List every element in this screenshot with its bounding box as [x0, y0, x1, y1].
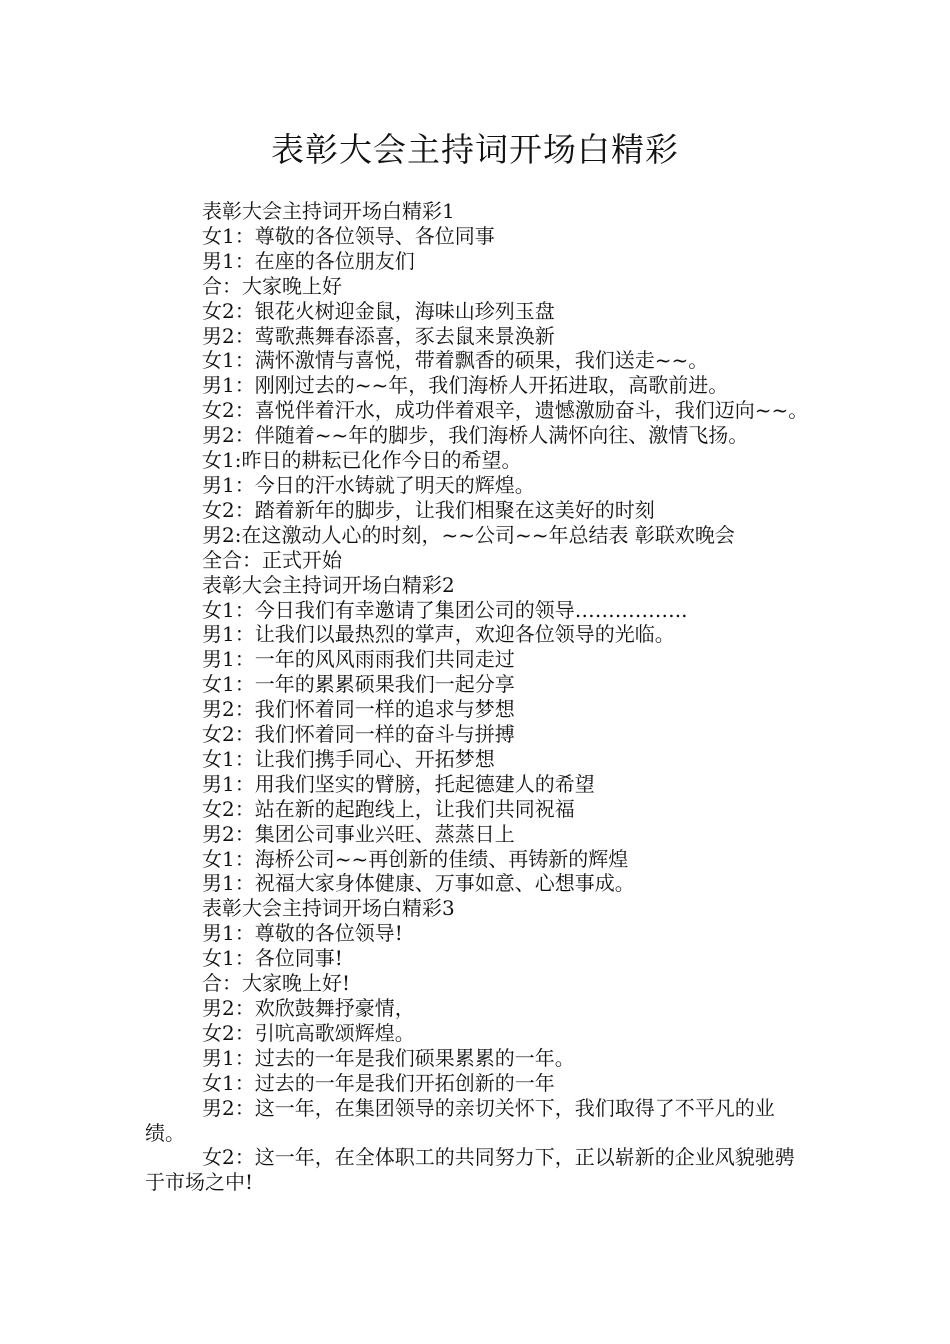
paragraph: 男2：我们怀着同一样的追求与梦想 [202, 697, 515, 722]
document-body [145, 199, 810, 1195]
paragraph: 男2：莺歌燕舞春添喜，豕去鼠来景涣新 [202, 323, 555, 348]
paragraph: 女1:昨日的耕耘已化作今日的希望。 [202, 448, 522, 473]
paragraph: 女1：尊敬的各位领导、各位同事 [202, 223, 495, 248]
document-title: 表彰大会主持词开场白精彩 [271, 130, 679, 169]
paragraph: 女2：引吭高歌颂辉煌。 [202, 1020, 415, 1045]
paragraph: 男1：一年的风风雨雨我们共同走过 [202, 647, 515, 672]
paragraph: 表彰大会主持词开场白精彩2 [202, 572, 455, 597]
paragraph: 合：大家晚上好 [202, 273, 342, 298]
paragraph: 男1：祝福大家身体健康、万事如意、心想事成。 [202, 871, 635, 896]
paragraph: 男2：集团公司事业兴旺、蒸蒸日上 [202, 821, 515, 846]
paragraph: 女2：踏着新年的脚步，让我们相聚在这美好的时刻 [202, 497, 655, 522]
paragraph: 男1：尊敬的各位领导! [202, 921, 403, 946]
paragraph: 男2：伴随着~~年的脚步，我们海桥人满怀向往、激情飞扬。 [202, 423, 749, 448]
paragraph: 男1：让我们以最热烈的掌声，欢迎各位领导的光临。 [202, 622, 675, 647]
paragraph: 男2：这一年，在集团领导的亲切关怀下，我们取得了不平凡的业绩。 [145, 1095, 775, 1145]
paragraph: 女2：站在新的起跑线上，让我们共同祝福 [202, 796, 575, 821]
paragraph: 全合：正式开始 [202, 547, 342, 572]
paragraph: 女2：我们怀着同一样的奋斗与拼搏 [202, 722, 515, 747]
paragraph: 男1：刚刚过去的~~年，我们海桥人开拓进取，高歌前进。 [202, 373, 729, 398]
paragraph: 表彰大会主持词开场白精彩1 [202, 199, 455, 223]
paragraph: 男2:在这激动人心的时刻，~~公司~~年总结表 彰联欢晚会 [202, 522, 735, 547]
paragraph: 男1：在座的各位朋友们 [202, 248, 415, 273]
paragraph: 女1：过去的一年是我们开拓创新的一年 [202, 1070, 555, 1095]
paragraph: 女2：银花火树迎金鼠，海味山珍列玉盘 [202, 298, 555, 323]
paragraph: 男1：过去的一年是我们硕果累累的一年。 [202, 1045, 575, 1070]
paragraph: 女2：喜悦伴着汗水，成功伴着艰辛，遗憾激励奋斗，我们迈向~~。 [202, 398, 809, 423]
paragraph: 男2：欢欣鼓舞抒豪情， [202, 996, 415, 1020]
paragraph: 男1：今日的汗水铸就了明天的辉煌。 [202, 472, 535, 497]
paragraph: 女1：让我们携手同心、开拓梦想 [202, 746, 495, 771]
paragraph: 女1：一年的累累硕果我们一起分享 [202, 672, 515, 697]
paragraph: 女1：满怀激情与喜悦，带着飘香的硕果，我们送走~~。 [202, 348, 709, 373]
paragraph: 女1：海桥公司~~再创新的佳绩、再铸新的辉煌 [202, 846, 629, 871]
paragraph: 男1：用我们坚实的臂膀，托起德建人的希望 [202, 771, 595, 796]
paragraph: 合：大家晚上好! [202, 971, 351, 996]
paragraph: 女1：今日我们有幸邀请了集团公司的领导…………….. [202, 597, 688, 622]
paragraph: 表彰大会主持词开场白精彩3 [202, 896, 455, 921]
paragraph: 女1：各位同事! [202, 946, 343, 971]
paragraph: 女2：这一年，在全体职工的共同努力下，正以崭新的企业风貌驰骋于市场之中! [145, 1145, 795, 1195]
